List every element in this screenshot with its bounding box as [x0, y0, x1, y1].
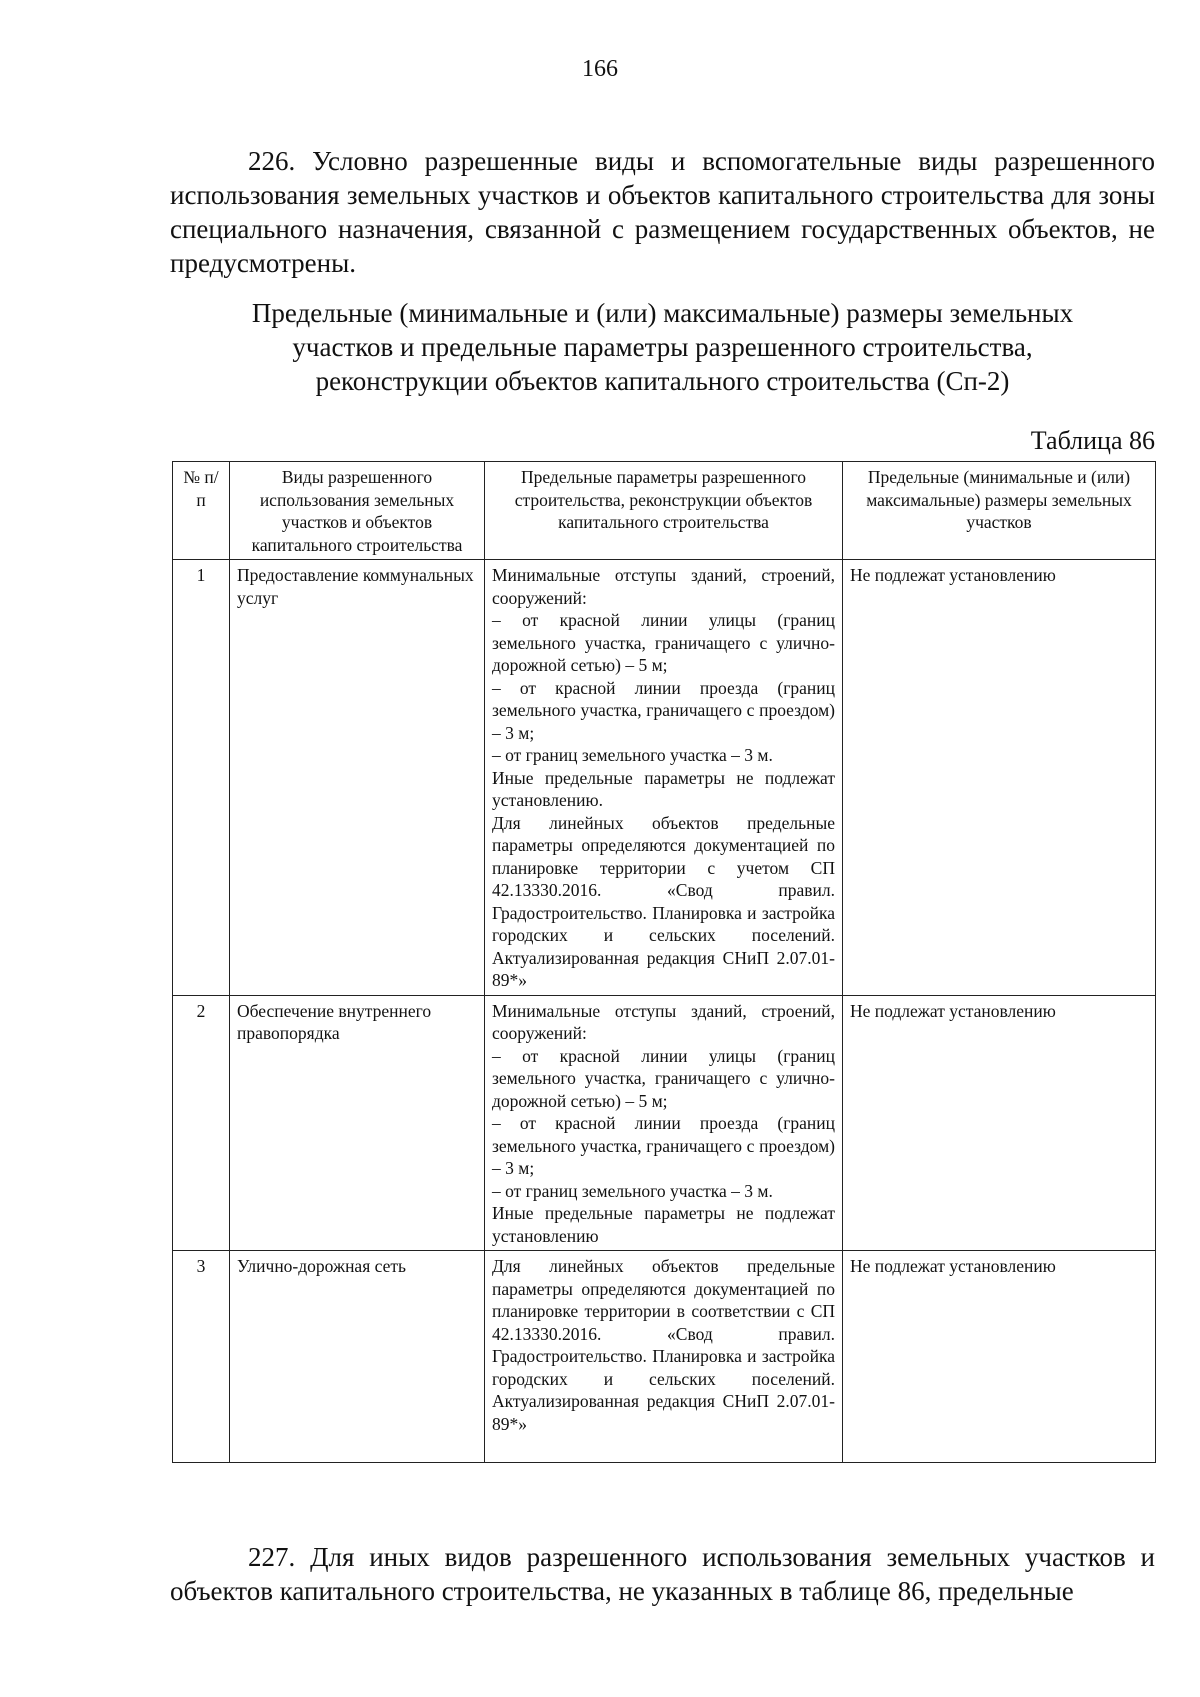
param-line: – от красной линии проезда (границ земельного участка, граничащего с проездом) – 3 м;: [492, 677, 835, 743]
param-line: – от границ земельного участка – 3 м.: [492, 1180, 773, 1201]
table-heading: [170, 296, 1155, 398]
param-line: – от красной линии проезда (границ земельного участка, граничащего с проездом) – 3 м;: [492, 1113, 835, 1178]
header-num: № п/п: [173, 462, 230, 560]
row-num: 3: [173, 1251, 230, 1463]
table-header-row: [173, 462, 1156, 560]
row-params: [485, 560, 843, 996]
param-line: – от красной линии улицы (границ земельного участка, граничащего с улично-дорожной сетью) – 5 м;: [492, 610, 835, 675]
row-num: 1: [173, 560, 230, 996]
heading-line-2: участков и предельные параметры разрешенного строительства,: [292, 332, 1033, 362]
heading-line-3: реконструкции объектов капитального строительства (Сп-2): [315, 366, 1010, 396]
param-line: Для линейных объектов предельные параметры определяются документацией по планировке территории с учетом СП 42.13330.2016. «Свод правил. Градостроительство. Планировка и застройка городских и сельских поселений. Актуализированная редакция СНиП 2.07.01-89*»: [492, 812, 835, 990]
table-row: [173, 1251, 1156, 1463]
param-line: Минимальные отступы зданий, строений, сооружений:: [492, 565, 835, 608]
heading-line-1: Предельные (минимальные и (или) максимальные) размеры земельных: [251, 298, 1074, 328]
parameters-table: [172, 461, 1156, 1463]
table-row: [173, 995, 1156, 1251]
row-num: 2: [173, 995, 230, 1251]
param-line: Иные предельные параметры не подлежат установлению.: [492, 767, 835, 810]
param-line: – от границ земельного участка – 3 м.: [492, 745, 773, 765]
param-line: – от красной линии улицы (границ земельного участка, граничащего с улично-дорожной сетью) – 5 м;: [492, 1045, 835, 1111]
param-line: Для линейных объектов предельные параметры определяются документацией по планировке территории в соответствии с СП 42.13330.2016. «Свод правил. Градостроительство. Планировка и застройка городских и сельских поселений. Актуализированная редакция СНиП 2.07.01-89*»: [492, 1256, 835, 1434]
row-sizes: Не подлежат установлению: [843, 995, 1156, 1251]
paragraph-227-text: 227. Для иных видов разрешенного использования земельных участков и объектов капитального строительства, не указанных в таблице 86, предельные: [170, 1542, 1155, 1606]
paragraph-227: [170, 1540, 1155, 1608]
row-params: [485, 995, 843, 1251]
row-kind: Предоставление коммунальных услуг: [230, 560, 485, 996]
header-sizes: Предельные (минимальные и (или) максимальные) размеры земельных участков: [843, 462, 1156, 560]
row-sizes: Не подлежат установлению: [843, 1251, 1156, 1463]
row-kind: Обеспечение внутреннего правопорядка: [230, 995, 485, 1251]
paragraph-226-text: 226. Условно разрешенные виды и вспомогательные виды разрешенного использования земельных участков и объектов капитального строительства для зоны специального назначения, связанной с размещением государственных объектов, не предусмотрены.: [170, 146, 1155, 278]
row-sizes: Не подлежат установлению: [843, 560, 1156, 996]
header-params: Предельные параметры разрешенного строительства, реконструкции объектов капитального строительства: [485, 462, 843, 560]
page-number: 166: [582, 56, 618, 82]
table-row: [173, 560, 1156, 996]
table-caption: Таблица 86: [1030, 426, 1155, 455]
row-kind: Улично-дорожная сеть: [230, 1251, 485, 1463]
header-kind: Виды разрешенного использования земельных участков и объектов капитального строительства: [230, 462, 485, 560]
row-params: [485, 1251, 843, 1463]
param-line: Иные предельные параметры не подлежат установлению: [492, 1203, 835, 1246]
param-line: Минимальные отступы зданий, строений, сооружений:: [492, 1000, 835, 1043]
paragraph-226: [170, 144, 1155, 280]
